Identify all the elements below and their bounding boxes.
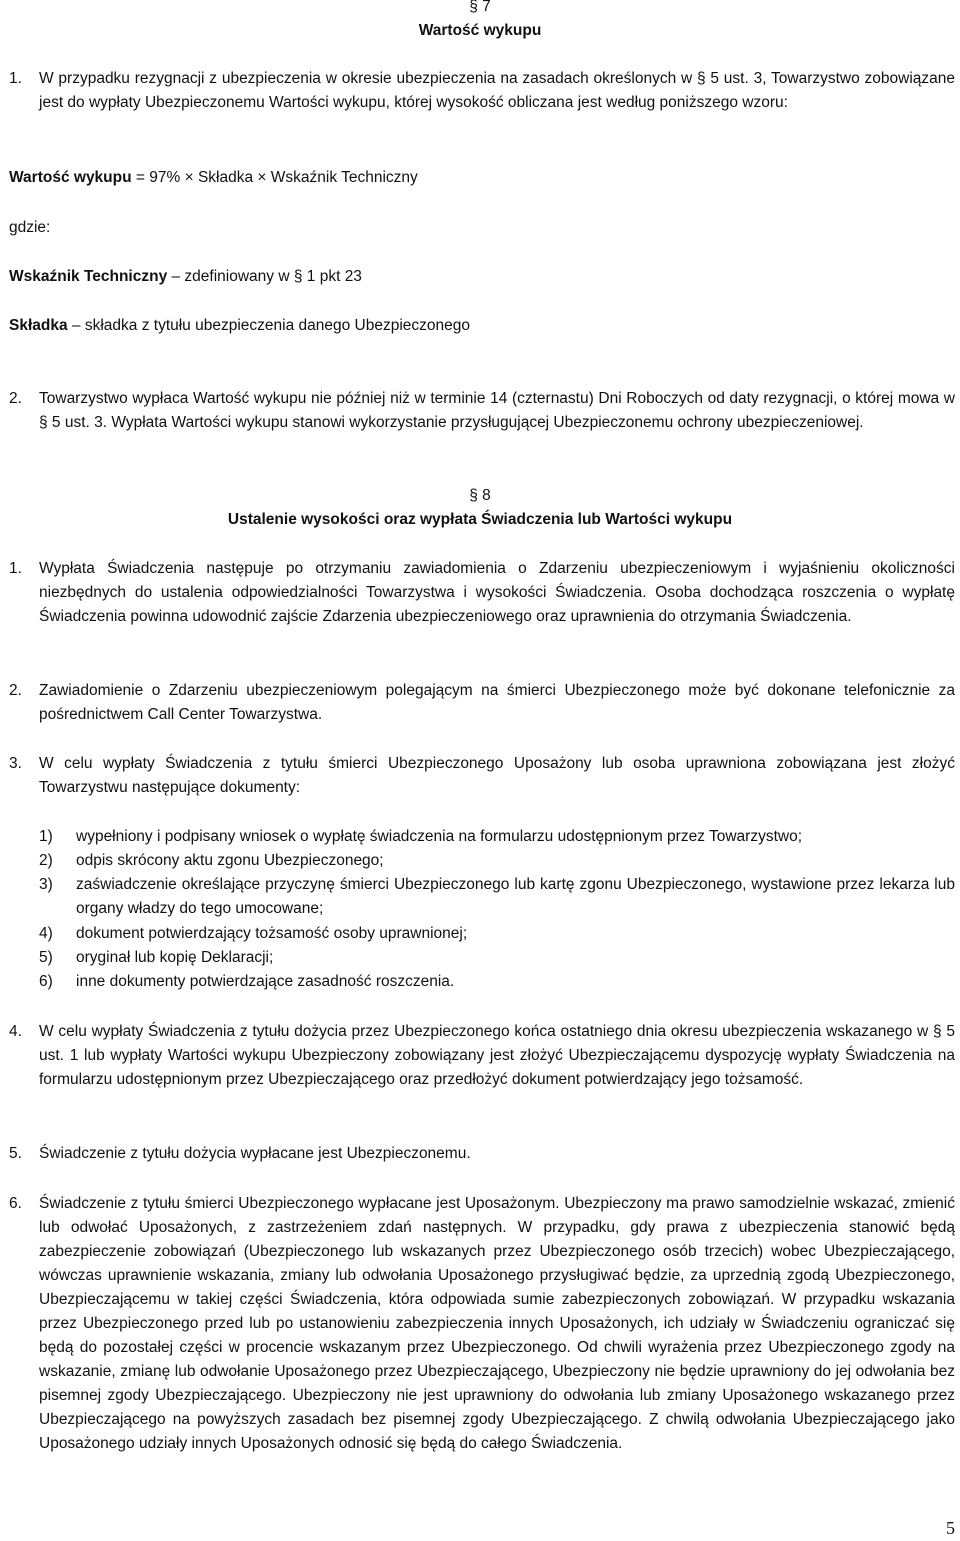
s7-paragraph-1: W przypadku rezygnacji z ubezpieczenia w okresie ubezpieczenia na zasadach określonych w § 5 ust. 3, Towarzystwo zobowiązane jest do wypłaty Ubezpieczonemu Wartości wykupu, której wysokość obliczana jest według poniższego wzoru: — [39, 70, 955, 111]
s8-paragraph-4-number: 4. — [9, 1023, 22, 1040]
s8-paragraph-6-number: 6. — [9, 1195, 22, 1212]
s8-paragraph-4: W celu wypłaty Świadczenia z tytułu dożycia przez Ubezpieczonego końca ostatniego dnia okresu ubezpieczenia wskazanego w § 5 ust. 1 lub wypłaty Wartości wykupu Ubezpieczony zobowiązany jest złożyć Ubezpieczającemu dyspozycję wypłaty Świadczenia na formularzu udostępnionym przez Ubezpieczającego oraz przedłożyć dokument potwierdzający jego tożsamość. — [39, 1023, 955, 1088]
formula-term: Wartość wykupu — [9, 169, 132, 186]
s7-paragraph-2-number: 2. — [9, 390, 22, 407]
s8-paragraph-1: Wypłata Świadczenia następuje po otrzymaniu zawiadomienia o Zdarzeniu ubezpieczeniowym i wyjaśnieniu okoliczności niezbędnych do ustalenia odpowiedzialności Towarzystwa i wysokości Świadczenia. Osoba dochodząca roszczenia o wypłatę Świadczenia powinna udowodnić zajście Zdarzenia ubezpieczeniowego oraz uprawnienia do otrzymania Świadczenia. — [39, 560, 955, 625]
page-number: 5 — [946, 1518, 955, 1538]
s8-paragraph-6: Świadczenie z tytułu śmierci Ubezpieczonego wypłacane jest Uposażonym. Ubezpieczony ma prawo samodzielnie wskazać, zmienić lub odwołać Uposażonych, z zastrzeżeniem zdań następnych. W przypadku, gdy prawa z ubezpieczenia stanowić będą zabezpieczenie zobowiązań (Ubezpieczonego lub wskazanych przez Ubezpieczonego osób trzecich) wobec Ubezpieczającego, wówczas uprawnienie wskazania, zmiany lub odwołania Uposażonego przysługiwać będzie, za uprzednią zgodą Ubezpieczonego, Ubezpieczającemu w takiej części Świadczenia, która odpowiada sumie zabezpieczonych zobowiązań. W przypadku wskazania przez Ubezpieczonego przed lub po ustanowieniu zabezpieczenia innych Uposażonych, ich udziały w Świadczeniu ograniczać się będą do pozostałej części w procencie wskazanym przez Ubezpieczonego. Od chwili wyrażenia przez Ubezpieczonego zgody na wskazanie, zmianę lub odwołanie Uposażonego przez Ubezpieczającego, Ubezpieczony nie będzie uprawniony do jej odwołania bez pisemnej zgody Ubezpieczającego. Ubezpieczony nie jest uprawniony do odwołania lub zmiany Uposażonego wskazanego przez Ubezpieczającego na powyższych zasadach bez pisemnej zgody Ubezpieczającego. Z chwilą odwołania Ubezpieczającego jako Uposażonego udziały innych Uposażonych odnosić się będą do całego Świadczenia. — [39, 1195, 955, 1452]
definition-term: Składka — [9, 317, 68, 334]
list-item: oryginał lub kopię Deklaracji; — [76, 949, 274, 966]
definition-wskaznik — [9, 265, 362, 289]
s8-paragraph-5-number: 5. — [9, 1145, 22, 1162]
list-item: inne dokumenty potwierdzające zasadność roszczenia. — [76, 973, 455, 990]
s7-paragraph-1-number: 1. — [9, 70, 22, 87]
list-item-number: 4) — [39, 925, 53, 942]
list-item: zaświadczenie określające przyczynę śmierci Ubezpieczonego lub kartę zgonu Ubezpieczonego, wystawione przez lekarza lub organy władzy do tego umocowane; — [76, 876, 955, 917]
list-item-number: 5) — [39, 949, 53, 966]
definition-text: – składka z tytułu ubezpieczenia danego Ubezpieczonego — [67, 317, 471, 334]
list-item: wypełniony i podpisany wniosek o wypłatę świadczenia na formularzu udostępnionym przez Towarzystwo; — [76, 828, 802, 845]
formula — [9, 166, 418, 190]
list-item-number: 2) — [39, 852, 53, 869]
list-item-number: 3) — [39, 876, 53, 893]
definition-term: Wskaźnik Techniczny — [9, 268, 168, 285]
list-item: odpis skrócony aktu zgonu Ubezpieczonego; — [76, 852, 384, 869]
section-8-title: Ustalenie wysokości oraz wypłata Świadczenia lub Wartości wykupu — [227, 511, 733, 528]
list-item-number: 6) — [39, 973, 53, 990]
list-item: dokument potwierdzający tożsamość osoby uprawnionej; — [76, 925, 468, 942]
formula-expression: = 97% × Składka × Wskaźnik Techniczny — [131, 169, 418, 186]
s8-paragraph-1-number: 1. — [9, 560, 22, 577]
definition-text: – zdefiniowany w § 1 pkt 23 — [167, 268, 362, 285]
section-8-marker: § 8 — [469, 487, 491, 504]
gdzie-label: gdzie: — [9, 219, 51, 236]
s8-paragraph-2: Zawiadomienie o Zdarzeniu ubezpieczeniowym polegającym na śmierci Ubezpieczonego może być dokonane telefonicznie za pośrednictwem Call Center Towarzystwa. — [39, 682, 955, 723]
section-7-marker: § 7 — [469, 0, 491, 15]
s8-paragraph-5: Świadczenie z tytułu dożycia wypłacane jest Ubezpieczonemu. — [39, 1145, 471, 1162]
s8-paragraph-2-number: 2. — [9, 682, 22, 699]
list-item-number: 1) — [39, 828, 53, 845]
s8-paragraph-3: W celu wypłaty Świadczenia z tytułu śmierci Ubezpieczonego Uposażony lub osoba uprawniona zobowiązana jest złożyć Towarzystwu następujące dokumenty: — [39, 755, 955, 796]
section-7-title: Wartość wykupu — [418, 22, 542, 39]
s7-paragraph-2: Towarzystwo wypłaca Wartość wykupu nie później niż w terminie 14 (czternastu) Dni Roboczych od daty rezygnacji, o której mowa w § 5 ust. 3. Wypłata Wartości wykupu stanowi wykorzystanie przysługującej Ubezpieczonemu ochrony ubezpieczeniowej. — [39, 390, 955, 431]
s8-paragraph-3-number: 3. — [9, 755, 22, 772]
definition-skladka — [9, 314, 470, 338]
